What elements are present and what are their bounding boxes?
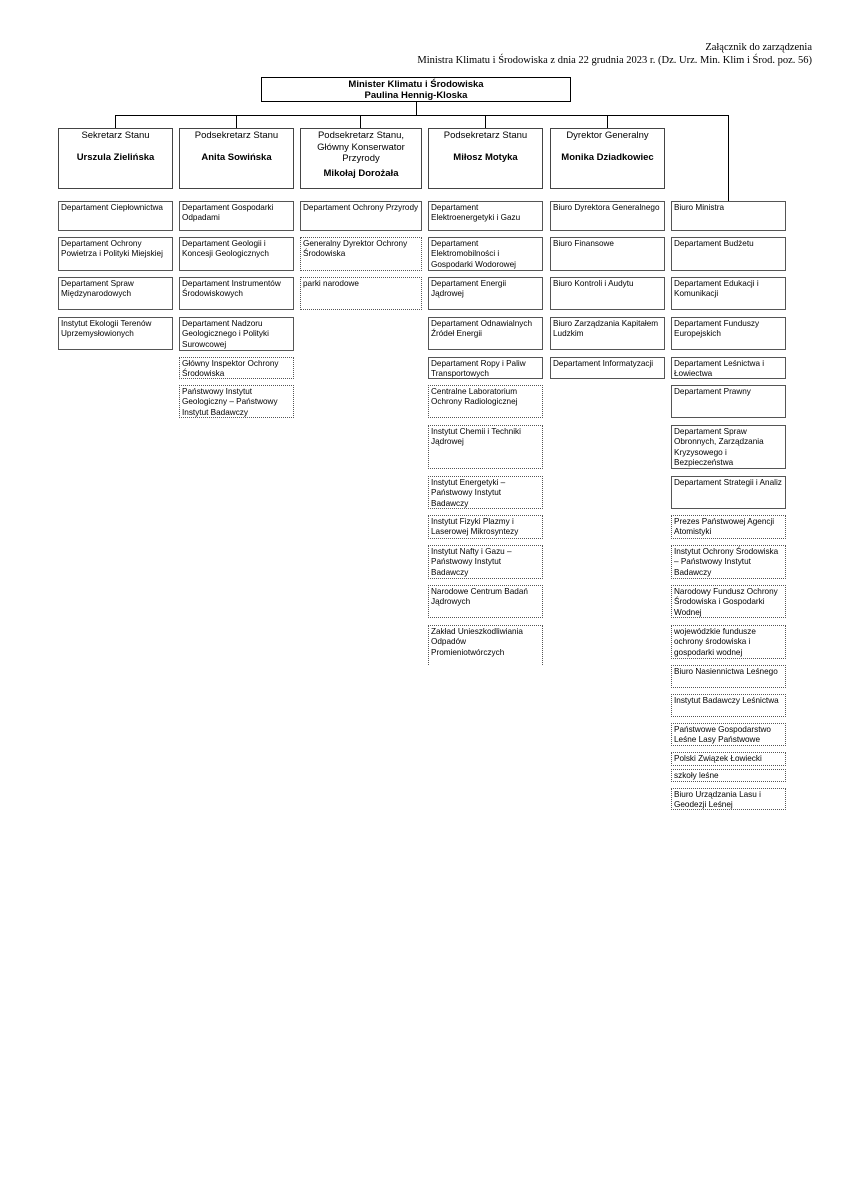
connector-drop-6	[728, 115, 729, 201]
head-title-2: Podsekretarz Stanu	[194, 130, 279, 141]
unit-box: Centralne Laboratorium Ochrony Radiologicznej	[428, 385, 543, 418]
unit-box: Narodowy Fundusz Ochrony Środowiska i Gospodarki Wodnej	[671, 585, 786, 618]
unit-box: Departament Geologii i Koncesji Geologicznych	[179, 237, 294, 271]
unit-box: Zakład Unieszkodliwiania Odpadów Promieniotwórczych	[428, 625, 543, 665]
unit-box: parki narodowe	[300, 277, 422, 310]
unit-box: wojewódzkie fundusze ochrony środowiska i gospodarki wodnej	[671, 625, 786, 659]
unit-box: Departament Gospodarki Odpadami	[179, 201, 294, 231]
unit-box: Departament Informatyzacji	[550, 357, 665, 379]
unit-box: Prezes Państwowej Agencji Atomistyki	[671, 515, 786, 539]
unit-box: Departament Leśnictwa i Łowiectwa	[671, 357, 786, 379]
unit-box: Instytut Chemii i Techniki Jądrowej	[428, 425, 543, 469]
unit-box: Biuro Dyrektora Generalnego	[550, 201, 665, 231]
head-title-1: Sekretarz Stanu	[81, 130, 150, 141]
unit-box: Generalny Dyrektor Ochrony Środowiska	[300, 237, 422, 271]
unit-box: Departament Energii Jądrowej	[428, 277, 543, 310]
connector-drop-3	[360, 115, 361, 128]
unit-box: Departament Strategii i Analiz	[671, 476, 786, 509]
unit-box: Departament Prawny	[671, 385, 786, 418]
unit-box: Departament Odnawialnych Źródeł Energii	[428, 317, 543, 350]
unit-box: Instytut Ochrony Środowiska – Państwowy Instytut Badawczy	[671, 545, 786, 579]
unit-box: Biuro Ministra	[671, 201, 786, 231]
head-box-5	[550, 128, 665, 189]
unit-box: Instytut Ekologii Terenów Uprzemysłowionych	[58, 317, 173, 350]
unit-box: Departament Nadzoru Geologicznego i Polityki Surowcowej	[179, 317, 294, 351]
head-name-4: Miłosz Motyka	[453, 151, 518, 163]
head-box-1	[58, 128, 173, 189]
head-box-2	[179, 128, 294, 189]
unit-box: Instytut Fizyki Plazmy i Laserowej Mikrosyntezy	[428, 515, 543, 539]
head-box-4	[428, 128, 543, 189]
unit-box: Departament Budżetu	[671, 237, 786, 271]
unit-box: Departament Instrumentów Środowiskowych	[179, 277, 294, 310]
head-name-1: Urszula Zielińska	[76, 151, 155, 163]
connector-vertical-top	[416, 102, 417, 115]
head-name-5: Monika Dziadkowiec	[561, 151, 654, 163]
unit-box: Departament Spraw Międzynarodowych	[58, 277, 173, 310]
unit-box: Instytut Nafty i Gazu – Państwowy Instytut Badawczy	[428, 545, 543, 579]
head-title-3: Podsekretarz Stanu, Główny Konserwator Przyrody	[317, 130, 405, 164]
head-box-3	[300, 128, 422, 189]
unit-box: Państwowe Gospodarstwo Leśne Lasy Państwowe	[671, 723, 786, 746]
unit-box: Narodowe Centrum Badań Jądrowych	[428, 585, 543, 618]
unit-box: Polski Związek Łowiecki	[671, 752, 786, 766]
unit-box: Departament Elektroenergetyki i Gazu	[428, 201, 543, 231]
unit-box: Państwowy Instytut Geologiczny – Państwowy Instytut Badawczy	[179, 385, 294, 418]
unit-box: Departament Ochrony Powietrza i Polityki Miejskiej	[58, 237, 173, 271]
unit-box: Biuro Urządzania Lasu i Geodezji Leśnej	[671, 788, 786, 810]
connector-drop-1	[115, 115, 116, 128]
connector-drop-5	[607, 115, 608, 128]
unit-box: Departament Funduszy Europejskich	[671, 317, 786, 350]
head-title-5: Dyrektor Generalny	[566, 130, 649, 141]
unit-box: Biuro Finansowe	[550, 237, 665, 271]
unit-box: Departament Edukacji i Komunikacji	[671, 277, 786, 310]
unit-box: Instytut Badawczy Leśnictwa	[671, 694, 786, 717]
unit-box: Departament Spraw Obronnych, Zarządzania Kryzysowego i Bezpieczeństwa	[671, 425, 786, 469]
connector-horizontal	[115, 115, 729, 116]
unit-box: szkoły leśne	[671, 769, 786, 782]
minister-title: Minister Klimatu i Środowiska	[348, 79, 484, 90]
unit-box: Biuro Nasiennictwa Leśnego	[671, 665, 786, 688]
head-name-3: Mikołaj Dorożała	[323, 167, 399, 179]
document-header	[417, 41, 812, 67]
connector-drop-2	[236, 115, 237, 128]
minister-name: Paulina Hennig-Kloska	[364, 90, 468, 101]
header-line-1: Załącznik do zarządzenia	[705, 42, 812, 53]
connector-drop-4	[485, 115, 486, 128]
minister-box	[261, 77, 571, 102]
unit-box: Biuro Zarządzania Kapitałem Ludzkim	[550, 317, 665, 350]
unit-box: Instytut Energetyki – Państwowy Instytut Badawczy	[428, 476, 543, 509]
unit-box: Departament Ciepłownictwa	[58, 201, 173, 231]
unit-box: Departament Ochrony Przyrody	[300, 201, 422, 231]
head-title-4: Podsekretarz Stanu	[443, 130, 528, 141]
unit-box: Biuro Kontroli i Audytu	[550, 277, 665, 310]
head-name-2: Anita Sowińska	[201, 151, 272, 163]
unit-box: Główny Inspektor Ochrony Środowiska	[179, 357, 294, 379]
unit-box: Departament Elektromobilności i Gospodarki Wodorowej	[428, 237, 543, 271]
unit-box: Departament Ropy i Paliw Transportowych	[428, 357, 543, 379]
header-line-2: Ministra Klimatu i Środowiska z dnia 22 grudnia 2023 r. (Dz. Urz. Min. Klim i Środ. poz. 56)	[417, 55, 812, 66]
